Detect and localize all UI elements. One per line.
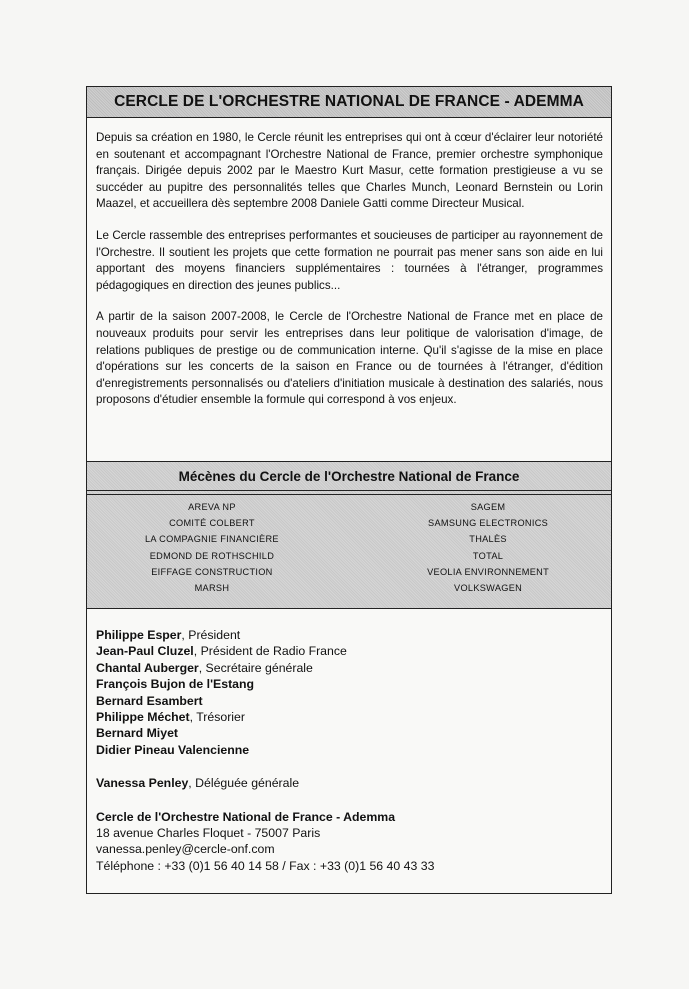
member-name: Jean-Paul Cluzel: [96, 644, 194, 659]
contact-phone: Téléphone : +33 (0)1 56 40 14 58 / Fax : +33 (0)1 56 40 43 33: [96, 858, 435, 873]
member-row: [96, 660, 603, 676]
sponsor-name: THALÈS: [469, 534, 507, 545]
delegate-role: , Déléguée générale: [188, 776, 300, 791]
page-title: CERCLE DE L'ORCHESTRE NATIONAL DE FRANCE - ADEMMA: [114, 93, 584, 110]
member-name: Philippe Méchet: [96, 710, 190, 725]
contact-block: [96, 809, 603, 875]
member-role: , Secrétaire générale: [198, 660, 313, 675]
sponsor-name: SAMSUNG ELECTRONICS: [428, 518, 549, 529]
member-name: Chantal Auberger: [96, 660, 199, 675]
member-row: [96, 627, 603, 643]
member-row: [96, 643, 603, 659]
member-role: , Président de Radio France: [193, 644, 347, 659]
delegate-row: [96, 775, 603, 791]
member-role: , Président: [181, 628, 241, 642]
member-role: , Trésorier: [189, 710, 245, 725]
sponsor-name: TOTAL: [472, 550, 504, 561]
info-frame: [86, 86, 612, 894]
paragraph: Le Cercle rassemble des entreprises performantes et soucieuses de participer au rayonnement de l'Orchestre. Il soutient les projets que cette formation ne pourrait pas mener sans son aide en lui apportant des moyens financiers supplémentaires : tournées à l'étranger, programmes pédagogiques en direction des jeunes publics...: [96, 228, 603, 292]
delegate-name: Vanessa Penley: [96, 776, 189, 791]
sponsor-name: VOLKSWAGEN: [454, 583, 523, 594]
intro-text: [87, 118, 611, 409]
members-section: [96, 627, 603, 874]
member-row: [96, 742, 603, 758]
sponsor-column-right: [427, 499, 549, 596]
member-name: Bernard Miyet: [96, 726, 179, 741]
sponsors-heading: Mécènes du Cercle de l'Orchestre National de France: [87, 462, 611, 491]
member-row: [96, 676, 603, 692]
sponsor-columns: [87, 494, 611, 596]
sponsor-name: EIFFAGE CONSTRUCTION: [151, 566, 273, 577]
member-name: François Bujon de l'Estang: [96, 677, 255, 692]
sponsor-name: SAGEM: [470, 502, 506, 512]
member-row: [96, 693, 603, 709]
sponsor-column-left: [145, 499, 279, 596]
contact-org: Cercle de l'Orchestre National de France - Ademma: [96, 809, 396, 824]
title-bar: [87, 87, 611, 118]
sponsor-name: COMITÉ COLBERT: [169, 518, 255, 529]
sponsor-name: AREVA NP: [188, 502, 236, 512]
paragraph: A partir de la saison 2007-2008, le Cercle de l'Orchestre National de France met en place de nouveaux produits pour servir les entreprises dans leur politique de valorisation d'image, de relations publiques de prestige ou de communication interne. Qu'il s'agisse de la mise en place d'opérations sur les concerts de la saison en France ou de tournées à l'étranger, d'édition d'enregistrements personnalisés ou d'ateliers d'initiation musicale à destination des salariés, nous proposons d'étudier ensemble la formule qui correspond à vos enjeux.: [96, 310, 603, 407]
sponsor-name: VEOLIA ENVIRONNEMENT: [427, 566, 549, 577]
contact-address: 18 avenue Charles Floquet - 75007 Paris: [96, 826, 321, 841]
sponsor-name: MARSH: [194, 583, 230, 594]
contact-email[interactable]: vanessa.penley@cercle-onf.com: [96, 842, 275, 857]
sponsor-name: LA COMPAGNIE FINANCIÈRE: [145, 534, 279, 545]
member-name: Philippe Esper: [96, 628, 182, 642]
member-name: Didier Pineau Valencienne: [96, 742, 250, 757]
member-row: [96, 709, 603, 725]
member-name: Bernard Esambert: [96, 693, 203, 708]
member-row: [96, 725, 603, 741]
sponsors-box: [87, 461, 611, 609]
sponsor-name: EDMOND DE ROTHSCHILD: [149, 550, 275, 561]
paragraph: Depuis sa création en 1980, le Cercle réunit les entreprises qui ont à cœur d'éclairer leur notoriété en soutenant et accompagnant l'Orchestre National de France, premier orchestre symphonique français. Dirigée depuis 2002 par le Maestro Kurt Masur, cette formation prestigieuse a vu se succéder au pupitre des personnalités telles que Charles Munch, Leonard Bernstein ou Lorin Maazel, et accueillera dès septembre 2008 Daniele Gatti comme Directeur Musical.: [96, 131, 603, 211]
